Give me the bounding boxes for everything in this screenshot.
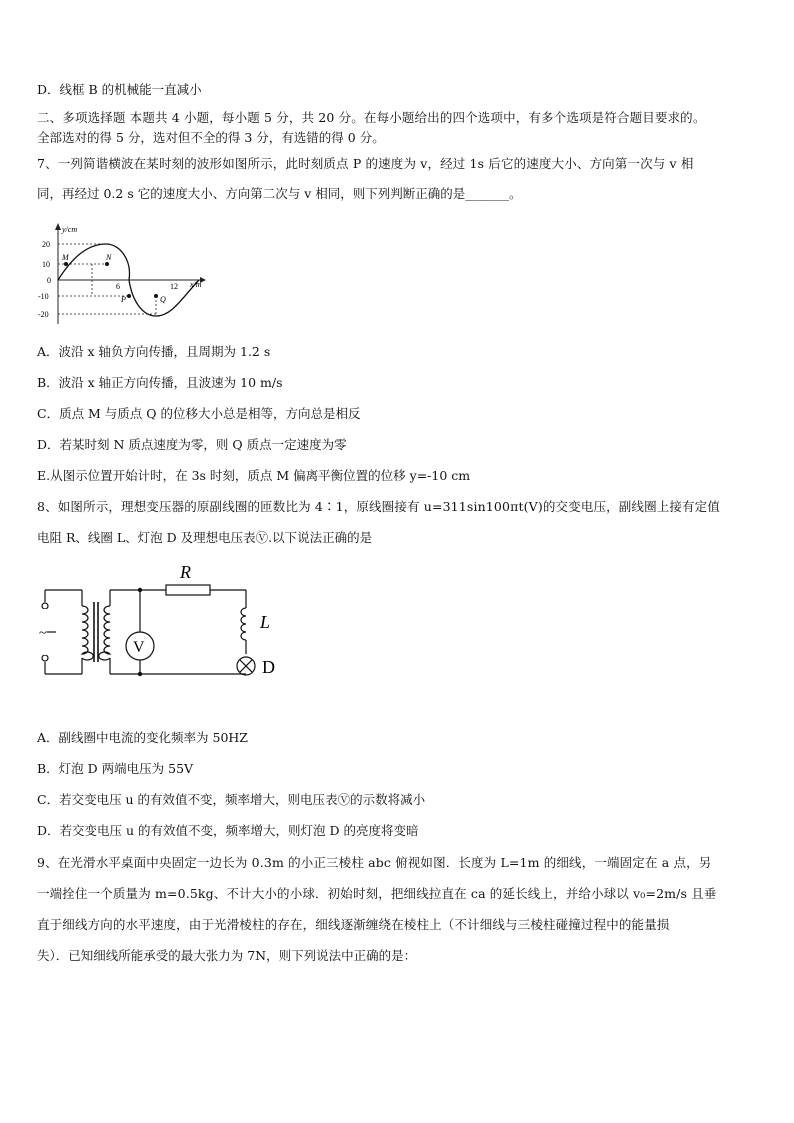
x-tick-12: 12: [170, 282, 178, 291]
line-d-previous: D．线框 B 的机械能一直减小: [37, 82, 202, 97]
x-axis-label: x/m: [190, 280, 202, 289]
q9-stem-4: 失）．已知细线所能承受的最大张力为 7N，则下列说法中正确的是：: [37, 948, 417, 963]
point-p: P: [121, 295, 126, 304]
resistor-label: R: [180, 562, 191, 582]
section-heading: 二、多项选择题 本题共 4 小题，每小题 5 分，共 20 分。在每小题给出的四个选项中，有多个选项是符合题目要求的。: [37, 110, 706, 125]
wave-graph: [32, 220, 232, 340]
lamp-label: D: [262, 657, 275, 677]
q8-stem-2: 电阻 R、线圈 L、灯泡 D 及理想电压表Ⓥ.以下说法正确的是: [37, 530, 373, 545]
y-tick-neg10: -10: [38, 292, 49, 301]
y-tick-neg20: -20: [38, 310, 49, 319]
q7-stem-1: 7、一列简谐横波在某时刻的波形如图所示，此时刻质点 P 的速度为 v，经过 1s 后它的速度大小、方向第一次与 v 相: [37, 156, 694, 171]
x-tick-6: 6: [116, 282, 120, 291]
point-q: Q: [160, 295, 166, 304]
q8-option-b: B．灯泡 D 两端电压为 55V: [37, 761, 194, 776]
q8-option-c: C．若交变电压 u 的有效值不变，频率增大，则电压表Ⓥ的示数将减小: [37, 792, 426, 807]
section-scoring: 全部选对的得 5 分，选对但不全的得 3 分，有选错的得 0 分。: [37, 130, 385, 145]
q7-option-c: C．质点 M 与质点 Q 的位移大小总是相等，方向总是相反: [37, 406, 361, 421]
q7-option-d: D．若某时刻 N 质点速度为零，则 Q 质点一定速度为零: [37, 437, 347, 452]
q8-option-d: D．若交变电压 u 的有效值不变，频率增大，则灯泡 D 的亮度将变暗: [37, 823, 419, 838]
q9-stem-2: 一端拴住一个质量为 m=0.5kg、不计大小的小球．初始时刻，把细线拉直在 ca 的延长线上，并给小球以 v₀=2m/s 且垂: [37, 886, 717, 901]
inductor-label: L: [260, 612, 271, 632]
transformer-circuit: [32, 562, 292, 702]
q7-option-a: A．波沿 x 轴负方向传播，且周期为 1.2 s: [37, 344, 271, 359]
q7-option-e: E.从图示位置开始计时，在 3s 时刻，质点 M 偏离平衡位置的位移 y=-10 cm: [37, 468, 471, 483]
y-tick-20: 20: [42, 240, 50, 249]
y-tick-0: 0: [47, 276, 51, 285]
source-symbol: ~: [39, 626, 47, 641]
q7-stem-2: 同，再经过 0.2 s 它的速度大小、方向第二次与 v 相同，则下列判断正确的是_______。: [37, 186, 522, 201]
q9-stem-3: 直于细线方向的水平速度，由于光滑棱柱的存在，细线逐渐缠绕在棱柱上（不计细线与三棱柱碰撞过程中的能量损: [37, 917, 670, 932]
point-m: M: [62, 253, 69, 262]
voltmeter-label: V: [133, 639, 145, 656]
q8-option-a: A．副线圈中电流的变化频率为 50HZ: [37, 730, 248, 745]
y-axis-label: y/cm: [62, 225, 78, 234]
q9-stem-1: 9、在光滑水平桌面中央固定一边长为 0.3m 的小正三棱柱 abc 俯视如图．长度为 L=1m 的细线，一端固定在 a 点，另: [37, 855, 712, 870]
y-tick-10: 10: [42, 260, 50, 269]
q8-stem-1: 8、如图所示，理想变压器的原副线圈的匝数比为 4∶1，原线圈接有 u=311sin100πt(V)的交变电压，副线圈上接有定值: [37, 499, 720, 514]
q7-option-b: B．波沿 x 轴正方向传播，且波速为 10 m/s: [37, 375, 283, 390]
point-n: N: [106, 253, 112, 262]
